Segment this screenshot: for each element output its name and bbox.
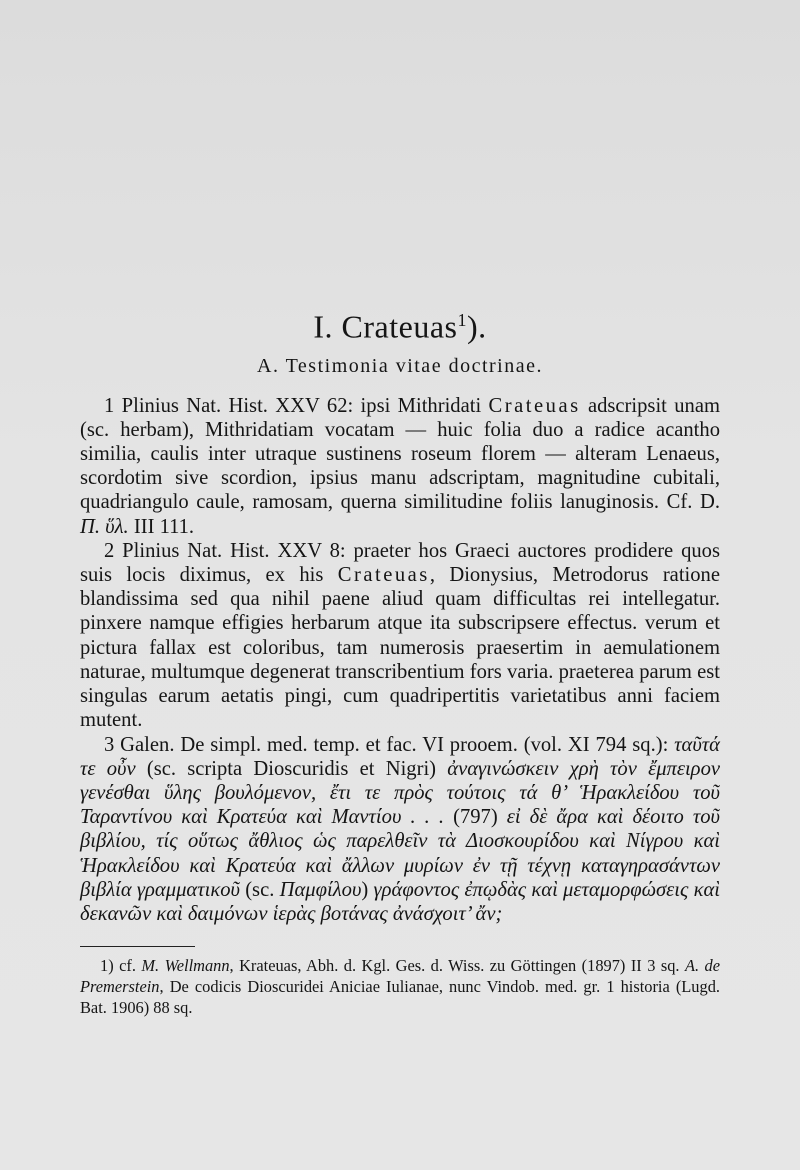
text-run: III 111. — [128, 515, 195, 538]
text-run: Crateuas — [488, 394, 581, 417]
text-run: 1) cf. — [100, 956, 142, 976]
testimonium-2 — [80, 539, 720, 733]
section-title-text: I. Crateuas — [313, 308, 458, 345]
text-run: Crateuas — [337, 564, 430, 587]
section-title — [80, 300, 720, 347]
text-run: ) — [361, 878, 374, 901]
text-run: εἰ δὲ ἄρα καὶ δέοιτο τοῦ βιβλίου, τίς οὕτως ἄθλιος ὡς παρελθεῖν τὰ Διοσκουρίδου καὶ Νίγρου καὶ Ἡρακλείδου καὶ Κρατεύα καὶ ἄλλων μυρίων ἐν τῇ τέχνῃ καταγηρασάντων βιβλία γραμματικοῦ — [80, 806, 720, 901]
text-run: (sc. scripta Dioscuridis et Nigri) — [135, 757, 448, 780]
text-run: (sc. — [239, 878, 280, 901]
text-run: γράφοντος ἐπῳδὰς καὶ μεταμορφώσεις καὶ δεκανῶν καὶ δαιμόνων ἱερὰς βοτάνας ἀνάσχοιτ’ ἄν; — [80, 878, 720, 925]
text-run: , Dionysius, Metrodorus ratione blandissima sed qua nihil paene aliud quam difficultas rei intellegatur. pinxere namque effigies herbarum atque ita subscripsere effectus. verum et pictura fallax est coloribus, tam numerosis praesertim in aemulationem naturae, multumque degenerat transcribentium fors varia. praeterea parum est singulas earum aetatis pingi, cum quadripertitis varietatibus anni faciem mutent. — [80, 564, 720, 732]
footnote-1 — [80, 955, 720, 1018]
text-run: adscripsit unam (sc. herbam), Mithridatiam vocatam — huic folia duo a radice acantho similia, caulis inter utraque sustinens roseum florem — alteram Lenaeus, scordotim sive scordion, ipsius manu adscriptam, magnitudine cubitali, quadriangulo caule, ramosam, querna similitudine foliis lanuginosis. Cf. D. — [80, 394, 720, 514]
text-run: 2 Plinius Nat. Hist. XXV 8: praeter hos Graeci auctores prodidere quos suis locis diximus, ex his — [80, 539, 720, 587]
text-run: Παμφίλου — [279, 878, 362, 901]
text-run: , Krateuas, Abh. d. Kgl. Ges. d. Wiss. zu Göttingen (1897) II 3 sq. — [229, 956, 685, 976]
testimonium-1 — [80, 394, 720, 539]
text-run: Π. ὕλ. — [80, 515, 129, 538]
text-run: , De codicis Dioscuridei Aniciae Iulianae, nunc Vindob. med. gr. 1 historia (Lugd. Bat. 1906) 88 sq. — [80, 977, 720, 1018]
section-title-end: ). — [466, 308, 487, 345]
text-run: 3 Galen. De simpl. med. temp. et fac. VI prooem. (vol. XI 794 sq.): — [104, 733, 675, 756]
text-run: 1 Plinius Nat. Hist. XXV 62: ipsi Mithridati — [104, 394, 489, 417]
text-run: A. de Premerstein — [80, 956, 720, 997]
text-run: (797) — [444, 806, 507, 829]
text-run: ταῦτά τε οὖν — [80, 733, 720, 780]
testimonium-3 — [80, 733, 720, 927]
text-run: ἀναγινώσκειν χρὴ τὸν ἔμπειρον γενέσθαι ὕλης βουλόμενον, ἔτι τε πρὸς τούτοις τά θ’ Ἡρακλείδου τοῦ Ταραντίνου καὶ Κρατεύα καὶ Μαντίου . . . — [80, 757, 721, 829]
text-run: M. Wellmann — [141, 956, 230, 976]
section-subtitle: A. Testimonia vitae doctrinae. — [257, 354, 543, 377]
footnote-marker: 1 — [457, 310, 467, 330]
footnote-rule — [80, 946, 195, 947]
page-content — [80, 300, 720, 1018]
